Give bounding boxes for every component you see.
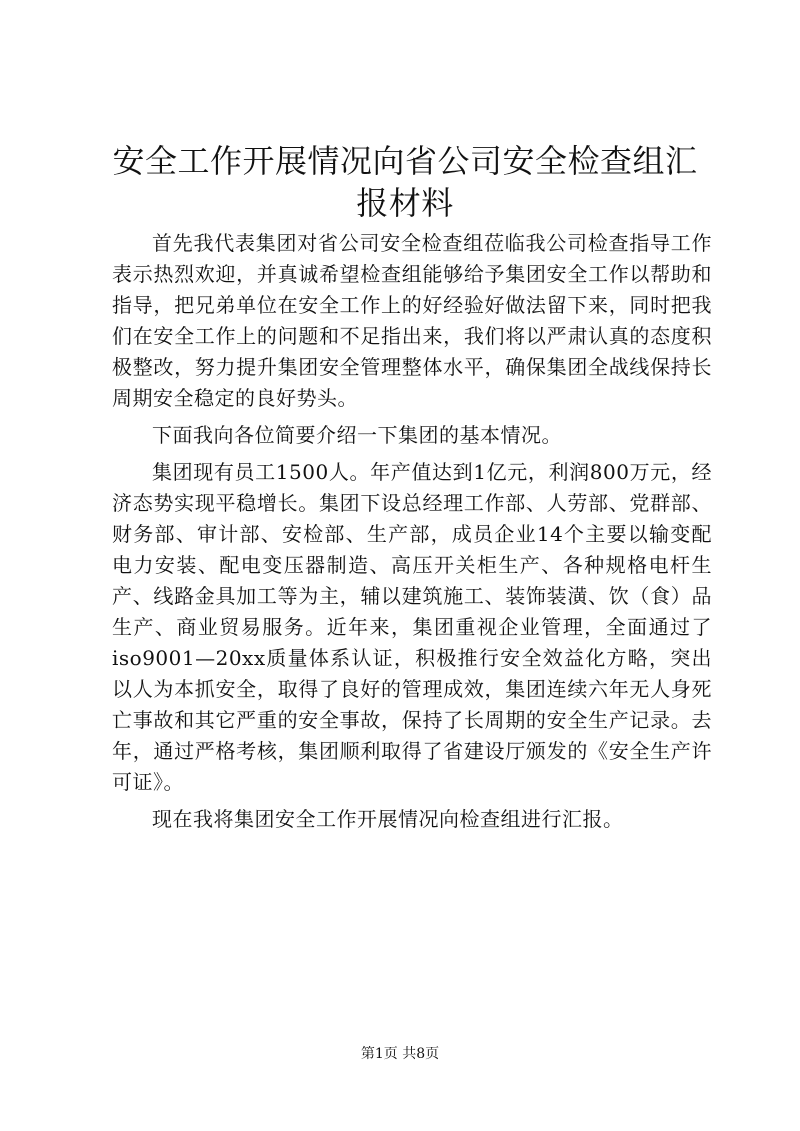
paragraph-report-lead: 现在我将集团安全工作开展情况向检查组进行汇报。: [152, 807, 624, 831]
paragraph-intro: 首先我代表集团对省公司安全检查组莅临我公司检查指导工作表示热烈欢迎，并真诚希望检查组能够给予集团安全工作以帮助和指导，把兄弟单位在安全工作上的好经验好做法留下来，同时把我们在安全工作上的问题和不足指出来，我们将以严肃认真的态度积极整改，努力提升集团安全管理整体水平，确保集团全战线保持长周期安全稳定的良好势头。: [112, 231, 712, 410]
paragraph-overview-lead: 下面我向各位简要介绍一下集团的基本情况。: [152, 423, 562, 447]
page-number-footer: 第1页 共8页: [360, 1046, 440, 1062]
paragraph-group-profile: 集团现有员工1500人。年产值达到1亿元，利润800万元，经济态势实现平稳增长。集团下设总经理工作部、人劳部、党群部、财务部、审计部、安检部、生产部，成员企业14个主要以输变配电力安装、配电变压器制造、高压开关柜生产、各种规格电杆生产、线路金具加工等为主，辅以建筑施工、装饰装潢、饮（食）品生产、商业贸易服务。近年来，集团重视企业管理，全面通过了iso9001—20xx质量体系认证，积极推行安全效益化方略，突出以人为本抓安全，取得了良好的管理成效，集团连续六年无人身死亡事故和其它严重的安全事故，保持了长周期的安全生产记录。去年，通过严格考核，集团顺利取得了省建设厅颁发的《安全生产许可证》。: [112, 460, 712, 794]
document-body: [112, 228, 712, 841]
document-title: 安全工作开展情况向省公司安全检查组汇报材料: [112, 142, 698, 222]
